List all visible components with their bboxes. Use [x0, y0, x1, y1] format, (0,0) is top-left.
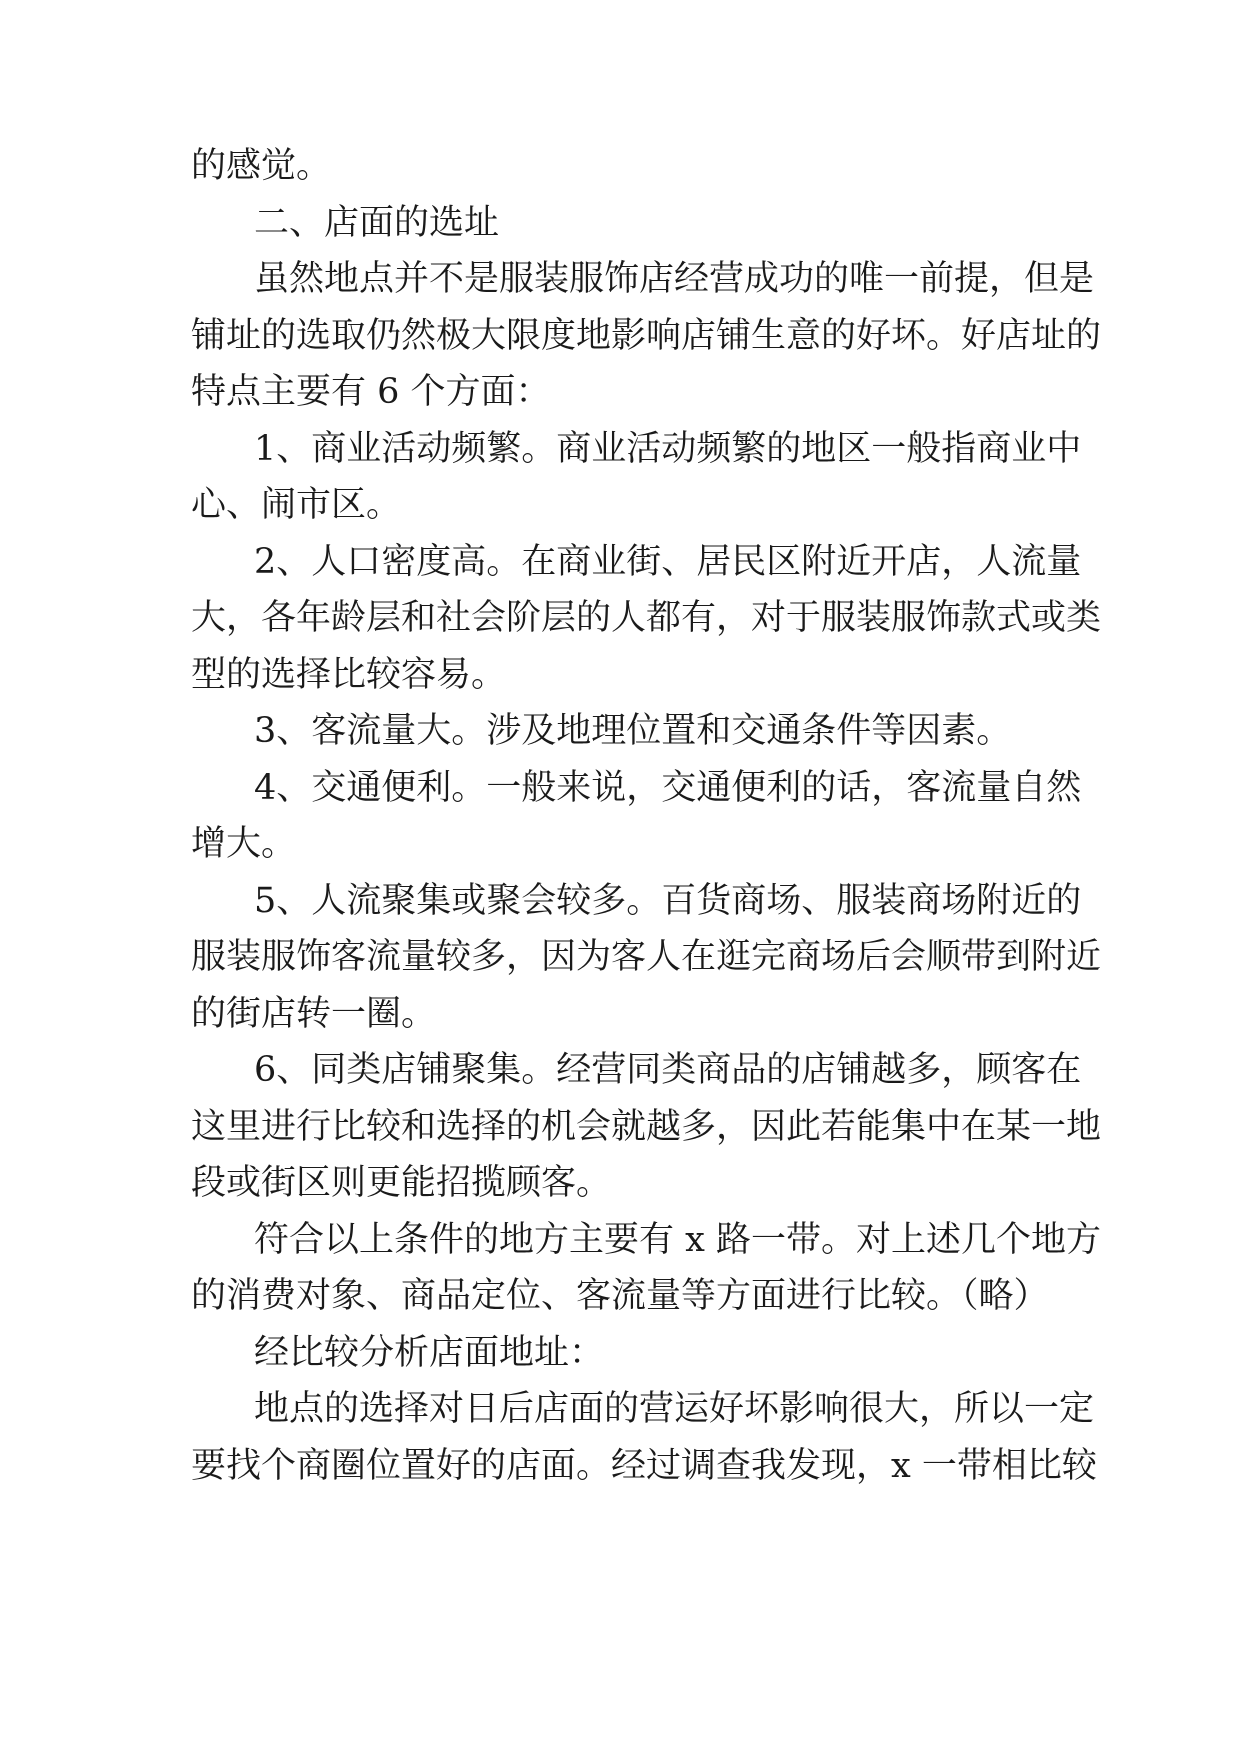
text-line: 大，各年龄层和社会阶层的人都有，对于服装服饰款式或类 [191, 598, 1102, 638]
text-line: 特点主要有 6 个方面： [191, 372, 551, 412]
text-line: 段或街区则更能招揽顾客。 [191, 1163, 612, 1203]
list-item-text: 4、交通便利。一般来说，交通便利的话，客流量自然 [254, 768, 1082, 808]
text-line: 型的选择比较容易。 [191, 655, 507, 695]
text-line: 的消费对象、商品定位、客流量等方面进行比较。（略） [191, 1276, 1049, 1316]
list-item-text: 1、商业活动频繁。商业活动频繁的地区一般指商业中 [254, 429, 1082, 469]
list-item-text: 5、人流聚集或聚会较多。百货商场、服装商场附近的 [254, 881, 1082, 921]
text-line: 这里进行比较和选择的机会就越多，因此若能集中在某一地 [191, 1107, 1102, 1147]
text-line: 服装服饰客流量较多，因为客人在逛完商场后会顺带到附近 [191, 937, 1102, 977]
text-line: 铺址的选取仍然极大限度地影响店铺生意的好坏。好店址的 [191, 316, 1102, 356]
list-item-text: 3、客流量大。涉及地理位置和交通条件等因素。 [254, 711, 1012, 751]
text-line: 虽然地点并不是服装服饰店经营成功的唯一前提，但是 [254, 259, 1095, 299]
list-item-text: 2、人口密度高。在商业街、居民区附近开店，人流量 [254, 542, 1082, 582]
section-heading: 二、店面的选址 [254, 203, 500, 243]
text-line: 增大。 [191, 824, 297, 864]
list-item-text: 6、同类店铺聚集。经营同类商品的店铺越多，顾客在 [254, 1050, 1082, 1090]
text-line: 的街店转一圈。 [191, 994, 437, 1034]
text-line: 经比较分析店面地址： [254, 1333, 605, 1373]
text-line: 符合以上条件的地方主要有 x 路一带。对上述几个地方 [254, 1220, 1101, 1260]
text-line: 地点的选择对日后店面的营运好坏影响很大，所以一定 [254, 1389, 1095, 1429]
text-line: 的感觉。 [191, 146, 332, 186]
text-line: 要找个商圈位置好的店面。经过调查我发现，x 一带相比较 [191, 1446, 1097, 1486]
text-line: 心、闹市区。 [191, 485, 402, 525]
